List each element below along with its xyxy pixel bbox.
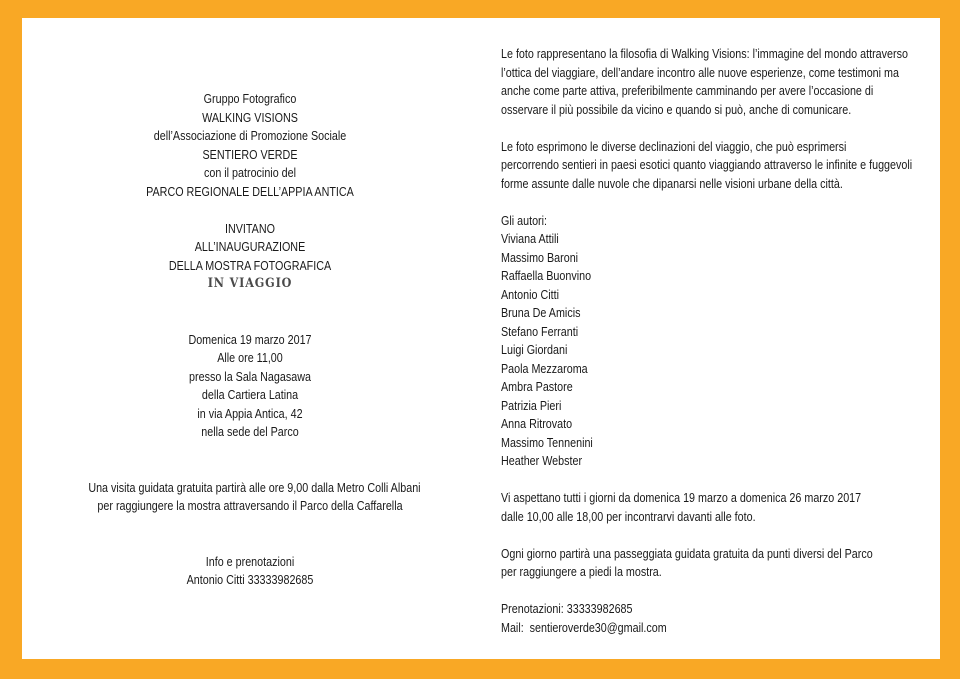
info-line: Info e prenotazioni	[205, 554, 295, 569]
schedule-paragraph	[501, 489, 914, 526]
event-line: in via Appia Antica, 42	[197, 406, 303, 421]
organizer-line: SENTIERO VERDE	[202, 147, 298, 162]
author-name: Antonio Citti	[501, 287, 559, 302]
text-line: per raggiungere a piedi la mostra.	[501, 565, 662, 579]
text-line: Ogni giorno partirà una passeggiata guidata gratuita da punti diversi del Parco	[501, 546, 873, 561]
organizers-block	[88, 90, 411, 201]
info-block	[88, 553, 411, 590]
guided-visit-note	[88, 479, 421, 516]
event-line: Alle ore 11,00	[217, 351, 283, 365]
booking-phone: Prenotazioni: 33333982685	[501, 602, 633, 616]
authors-list	[501, 212, 914, 471]
author-name: Anna Ritrovato	[501, 417, 573, 431]
text-line: l’ottica del viaggiare, dell’andare incontro alle nuove esperienze, come testimoni ma	[501, 65, 899, 80]
text-line: Vi aspettano tutti i giorni da domenica 19 marzo a domenica 26 marzo 2017	[501, 491, 862, 505]
organizer-line: con il patrocinio del	[203, 166, 297, 180]
contacts-block	[501, 600, 914, 637]
organizer-line: Gruppo Fotografico	[203, 92, 297, 106]
left-column	[88, 90, 421, 590]
text-line: osservare il più possibile da vicino e quando si può, anche di comunicare.	[501, 102, 852, 117]
text-line: dalle 10,00 alle 18,00 per incontrarvi davanti alle foto.	[501, 509, 756, 524]
invite-block	[88, 220, 411, 294]
organizer-line: dell’Associazione di Promozione Sociale	[153, 129, 347, 143]
author-name: Ambra Pastore	[501, 380, 573, 394]
walk-paragraph	[501, 545, 914, 582]
organizer-line: WALKING VISIONS	[202, 110, 298, 125]
author-name: Luigi Giordani	[501, 343, 568, 357]
event-line: nella sede del Parco	[201, 425, 299, 439]
invite-line: DELLA MOSTRA FOTOGRAFICA	[168, 258, 332, 273]
info-line: Antonio Citti 33333982685	[186, 573, 314, 587]
authors-label: Gli autori:	[501, 213, 548, 228]
organizer-line: PARCO REGIONALE DELL’APPIA ANTICA	[146, 184, 354, 199]
visit-line: Una visita guidata gratuita partirà alle ore 9,00 dalla Metro Colli Albani	[88, 480, 421, 495]
exhibition-title: IN VIAGGIO	[207, 276, 293, 291]
text-line: Le foto rappresentano la filosofia di Walking Visions: l’immagine del mondo attraverso	[501, 47, 908, 61]
text-line: Le foto esprimono le diverse declinazioni del viaggio, che può esprimersi	[501, 139, 847, 154]
author-name: Massimo Tennenini	[501, 435, 593, 450]
event-line: della Cartiera Latina	[201, 388, 299, 402]
author-name: Massimo Baroni	[501, 250, 579, 265]
author-name: Paola Mezzaroma	[501, 361, 588, 376]
description-paragraph	[501, 138, 914, 194]
text-line: anche come parte attiva, preferibilmente camminando per avere l’occasione di	[501, 84, 874, 98]
invite-line: ALL’INAUGURAZIONE	[194, 240, 306, 254]
invitation-page	[22, 18, 940, 659]
author-name: Stefano Ferranti	[501, 324, 579, 339]
event-details	[88, 331, 411, 442]
invite-line: INVITANO	[225, 221, 275, 236]
event-line: Domenica 19 marzo 2017	[188, 332, 312, 347]
text-line: percorrendo sentieri in paesi esotici quanto viaggiando attraverso le infinite e fuggevoli	[501, 158, 913, 172]
author-name: Viviana Attili	[501, 232, 559, 246]
description-paragraph	[501, 45, 914, 119]
author-name: Heather Webster	[501, 454, 583, 468]
event-line: presso la Sala Nagasawa	[189, 369, 311, 384]
author-name: Patrizia Pieri	[501, 398, 562, 413]
author-name: Raffaella Buonvino	[501, 269, 592, 283]
text-line: forme assunte dalle nuvole che dipanarsi nelle visioni urbane della città.	[501, 176, 843, 191]
contact-email: Mail: sentieroverde30@gmail.com	[501, 620, 667, 635]
right-column	[501, 45, 914, 637]
author-name: Bruna De Amicis	[501, 306, 581, 320]
visit-line: per raggiungere la mostra attraversando il Parco della Caffarella	[97, 499, 403, 513]
